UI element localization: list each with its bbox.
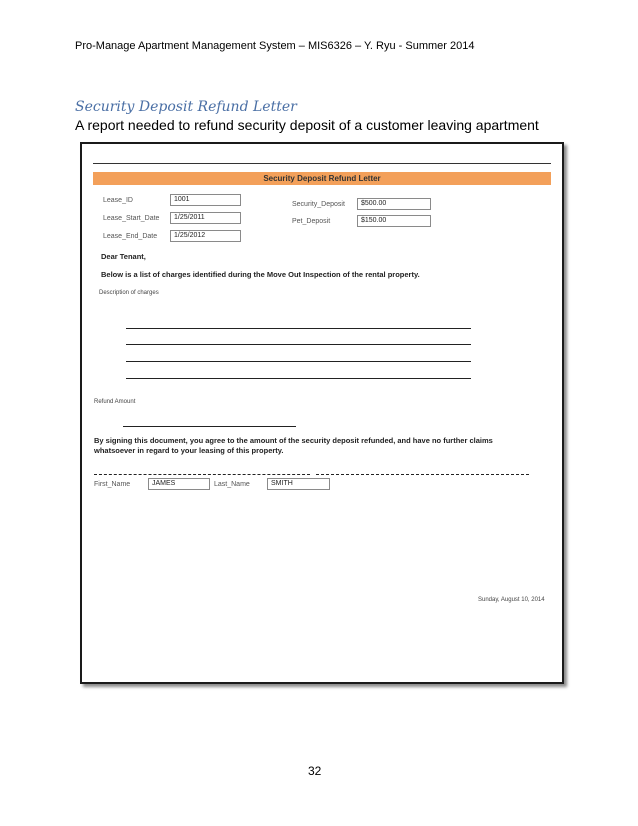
last-name-label: Last_Name — [214, 481, 250, 488]
lease-start-date-field: 1/25/2011 — [170, 212, 241, 224]
security-deposit-field: $500.00 — [357, 198, 431, 210]
report-top-rule — [93, 163, 551, 164]
signature-line-left — [94, 474, 310, 475]
pet-deposit-label: Pet_Deposit — [292, 218, 331, 225]
charge-line — [126, 378, 471, 379]
lease-id-label: Lease_ID — [103, 197, 133, 204]
first-name-field: JAMES — [148, 478, 210, 490]
charge-line — [126, 344, 471, 345]
lease-end-date-label: Lease_End_Date — [103, 233, 158, 240]
charge-line — [126, 361, 471, 362]
report-date: Sunday, August 10, 2014 — [478, 597, 545, 603]
lease-id-field: 1001 — [170, 194, 241, 206]
refund-amount-label: Refund Amount — [94, 399, 136, 405]
report-banner: Security Deposit Refund Letter — [93, 172, 551, 185]
security-deposit-label: Security_Deposit — [292, 201, 345, 208]
agreement-text-line2: whatsoever in regard to your leasing of this property. — [94, 446, 284, 455]
section-title: Security Deposit Refund Letter — [75, 99, 297, 115]
pet-deposit-field: $150.00 — [357, 215, 431, 227]
charge-line — [126, 328, 471, 329]
lease-start-date-label: Lease_Start_Date — [103, 215, 160, 222]
intro-text: Below is a list of charges identified during the Move Out Inspection of the rental property. — [101, 270, 420, 279]
signature-line-right — [316, 474, 529, 475]
section-description: A report needed to refund security deposit of a customer leaving apartment — [75, 117, 539, 133]
first-name-label: First_Name — [94, 481, 131, 488]
description-label: Description of charges — [99, 290, 159, 296]
agreement-text-line1: By signing this document, you agree to the amount of the security deposit refunded, and have no further claims — [94, 436, 493, 445]
greeting: Dear Tenant, — [101, 252, 146, 261]
page-number: 32 — [308, 764, 322, 778]
last-name-field: SMITH — [267, 478, 330, 490]
page-header: Pro-Manage Apartment Management System – MIS6326 – Y. Ryu - Summer 2014 — [75, 40, 475, 52]
lease-end-date-field: 1/25/2012 — [170, 230, 241, 242]
refund-amount-line — [123, 426, 296, 427]
